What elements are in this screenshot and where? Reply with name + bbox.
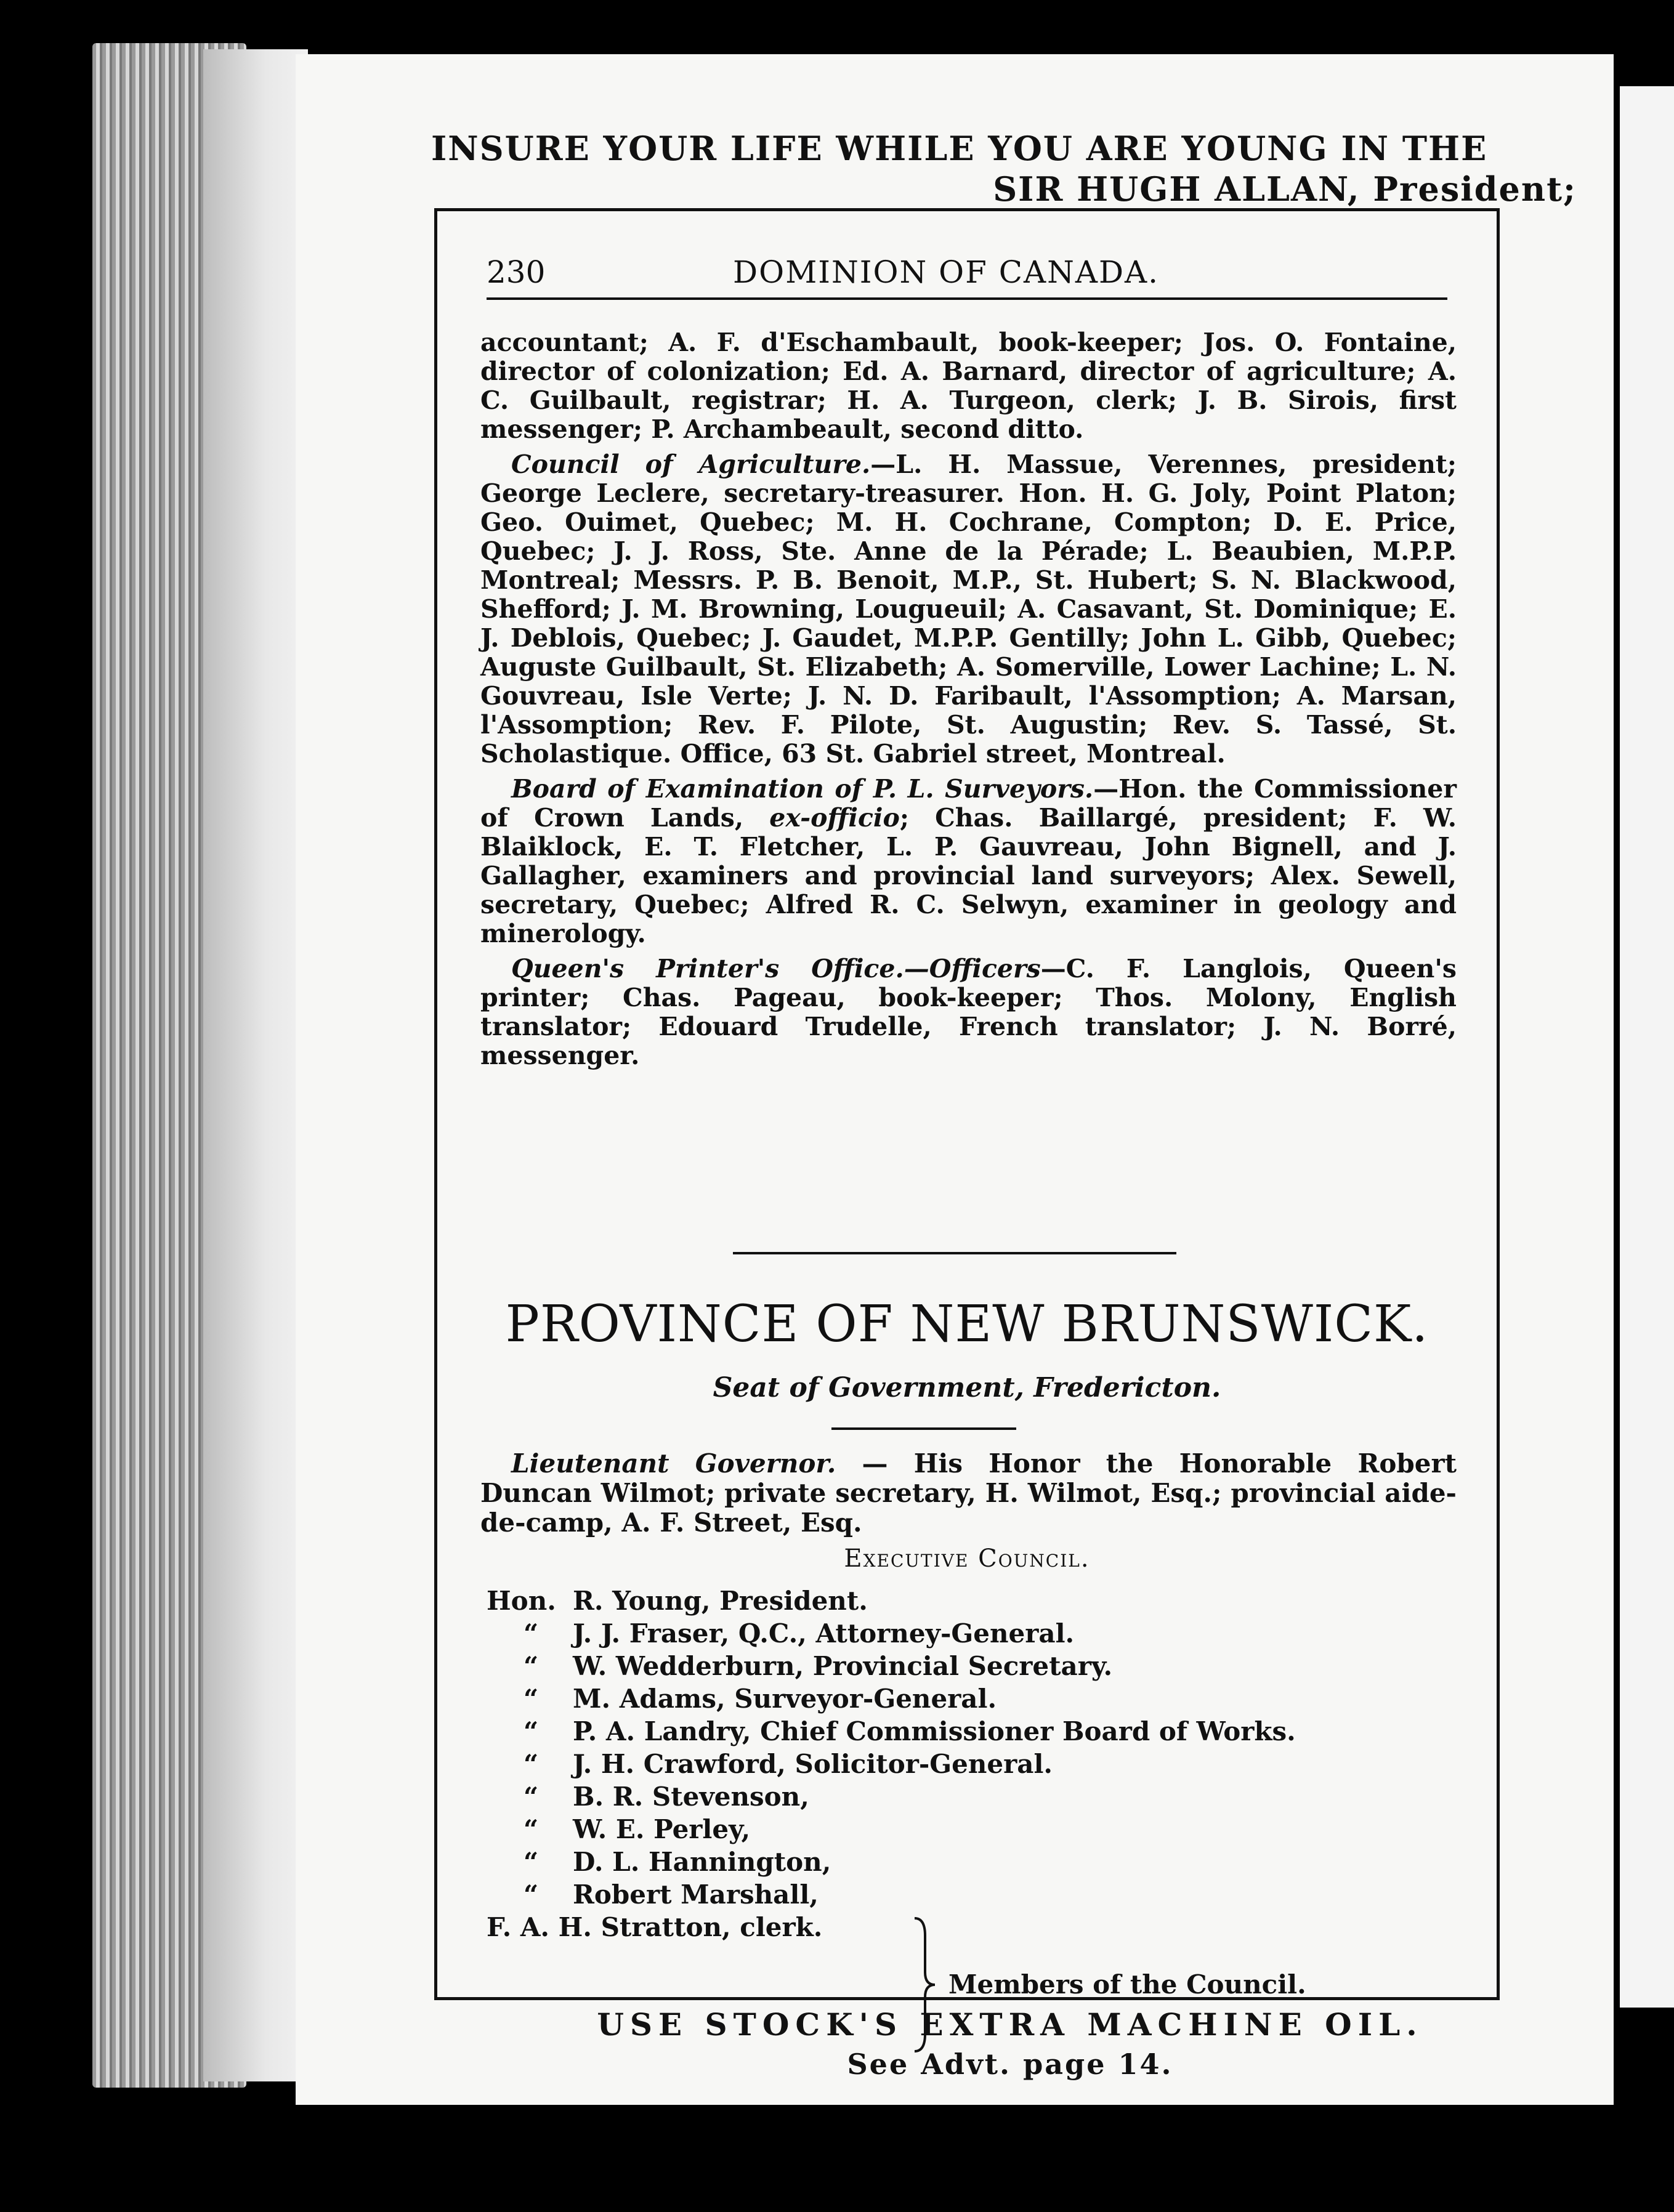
member-name: Robert Marshall, — [573, 1879, 819, 1910]
paragraph-text: —Hon. the Commissioner of Crown Lands, — [480, 774, 1457, 833]
paragraph-text: —L. H. Massue, Verennes, president; George Leclere, secretary-treasurer. Hon. H. G. Joly, Point Platon; Geo. Ouimet, Quebec; M. H. Cochrane, Compton; D. E. Price, Quebec; J. J. Ross, Ste. Anne de la Pérade; L. Beaubien, M.P.P. Montreal; Messrs. P. B. Benoit, M.P., St. Hubert; S. N. Blackwood, Shefford; J. M. Browning, Lougueuil; A. Casavant, St. Dominique; E. J. Deblois, Quebec; J. Gaudet, M.P.P. Gentilly; John L. Gibb, Quebec; Auguste Guilbault, St. Elizabeth; A. Somerville, Lower Lachine; L. N. Gouvreau, Isle Verte; J. N. D. Faribault, l'Assomption; A. Marsan, l'Assomption; Rev. F. Pilote, St. Augustin; Rev. S. Tassé, St. Scholastique. Office, 63 St. Gabriel street, Montreal. — [480, 450, 1457, 769]
clerk-row — [487, 1911, 1472, 1944]
body-text — [480, 328, 1457, 1076]
book-page — [296, 54, 1614, 2105]
ditto-mark: “ — [524, 1684, 539, 1714]
ditto-mark: “ — [524, 1651, 539, 1681]
paragraph-text: — His Honor the Honorable Robert Duncan Wilmot; private secretary, H. Wilmot, Esq.; provincial aide-de-camp, A. F. Street, Esq. — [480, 1448, 1457, 1538]
section-divider — [733, 1252, 1176, 1254]
list-item — [487, 1715, 1472, 1748]
list-item — [487, 1878, 1472, 1911]
ditto-mark: “ — [524, 1716, 539, 1746]
ex-officio-text: ex-officio — [769, 803, 900, 833]
page-frame — [434, 208, 1500, 2000]
hon-prefix: Hon. — [487, 1586, 556, 1616]
list-item — [487, 1748, 1472, 1780]
list-item — [487, 1846, 1472, 1878]
province-title: PROVINCE OF NEW BRUNSWICK. — [505, 1295, 1429, 1354]
paragraph-council-of-agriculture — [480, 450, 1457, 769]
header-ad-line-2: SIR HUGH ALLAN, President; — [993, 169, 1577, 209]
lieutenant-governor-paragraph — [480, 1449, 1457, 1538]
clerk-name: F. A. H. Stratton, clerk. — [487, 1912, 823, 1942]
list-item — [487, 1780, 1472, 1813]
ditto-mark: “ — [524, 1879, 539, 1910]
list-item — [487, 1617, 1472, 1650]
paragraph-board-of-examination — [480, 775, 1457, 948]
list-item — [487, 1584, 1472, 1617]
members-of-council-label: Members of the Council. — [948, 1969, 1306, 2000]
ditto-mark: “ — [524, 1847, 539, 1877]
footer-ad-line-2: See Advt. page 14. — [847, 2048, 1173, 2081]
list-item — [487, 1813, 1472, 1846]
member-name: D. L. Hannington, — [573, 1847, 831, 1877]
ditto-mark: “ — [524, 1618, 539, 1649]
member-name: B. R. Stevenson, — [573, 1782, 809, 1812]
executive-council-heading: Executive Council. — [844, 1544, 1090, 1573]
section-heading: Lieutenant Governor. — [511, 1448, 836, 1479]
member-name: W. E. Perley, — [573, 1814, 751, 1844]
member-name: W. Wedderburn, Provincial Secretary. — [573, 1651, 1113, 1681]
book-gutter — [203, 49, 308, 2081]
list-item — [487, 1650, 1472, 1682]
paragraph-text: —C. F. Langlois, Queen's printer; Chas. Pageau, book-keeper; Thos. Molony, English translator; Edouard Trudelle, French translator; J. N. Borré, messenger. — [480, 954, 1457, 1070]
member-name: M. Adams, Surveyor-General. — [573, 1684, 997, 1714]
page-number: 230 — [487, 254, 546, 290]
ditto-mark: “ — [524, 1814, 539, 1844]
header-ad-line-1: INSURE YOUR LIFE WHILE YOU ARE YOUNG IN THE — [431, 129, 1488, 168]
member-name: R. Young, President. — [573, 1586, 868, 1616]
section-heading: Queen's Printer's Office.—Officers — [511, 954, 1041, 983]
ditto-mark: “ — [524, 1749, 539, 1779]
member-name: J. H. Crawford, Solicitor-General. — [573, 1749, 1053, 1779]
section-heading: Council of Agriculture. — [511, 450, 871, 479]
list-item — [487, 1682, 1472, 1715]
facing-page-edge — [1620, 86, 1674, 2008]
council-list — [487, 1584, 1472, 1944]
running-title: DOMINION OF CANADA. — [733, 254, 1160, 290]
paragraph-queens-printer — [480, 955, 1457, 1070]
member-name: J. J. Fraser, Q.C., Attorney-General. — [573, 1618, 1075, 1649]
seat-of-government: Seat of Government, Fredericton. — [713, 1372, 1221, 1403]
short-divider — [831, 1427, 1016, 1430]
member-name: P. A. Landry, Chief Commissioner Board of Works. — [573, 1716, 1296, 1746]
footer-ad-line-1: USE STOCK'S EXTRA MACHINE OIL. — [597, 2006, 1423, 2043]
header-advertisement — [431, 128, 1589, 209]
ditto-mark: “ — [524, 1782, 539, 1812]
paragraph-text: ; Chas. Baillargé, president; F. W. Blaiklock, E. T. Fletcher, L. P. Gauvreau, John Bignell, and J. Gallagher, examiners and provincial land surveyors; Alex. Sewell, secretary, Quebec; Alfred R. C. Selwyn, examiner in geology and minerology. — [480, 803, 1457, 948]
section-heading: Board of Examination of P. L. Surveyors. — [511, 774, 1094, 804]
footer-advertisement — [431, 2006, 1589, 2081]
paragraph-accountant: accountant; A. F. d'Eschambault, book-keeper; Jos. O. Fontaine, director of colonization; Ed. A. Barnard, director of agriculture; A. C. Guilbault, registrar; H. A. Turgeon, clerk; J. B. Sirois, first messenger; P. Archambeault, second ditto. — [480, 328, 1457, 444]
running-head — [487, 254, 1447, 300]
